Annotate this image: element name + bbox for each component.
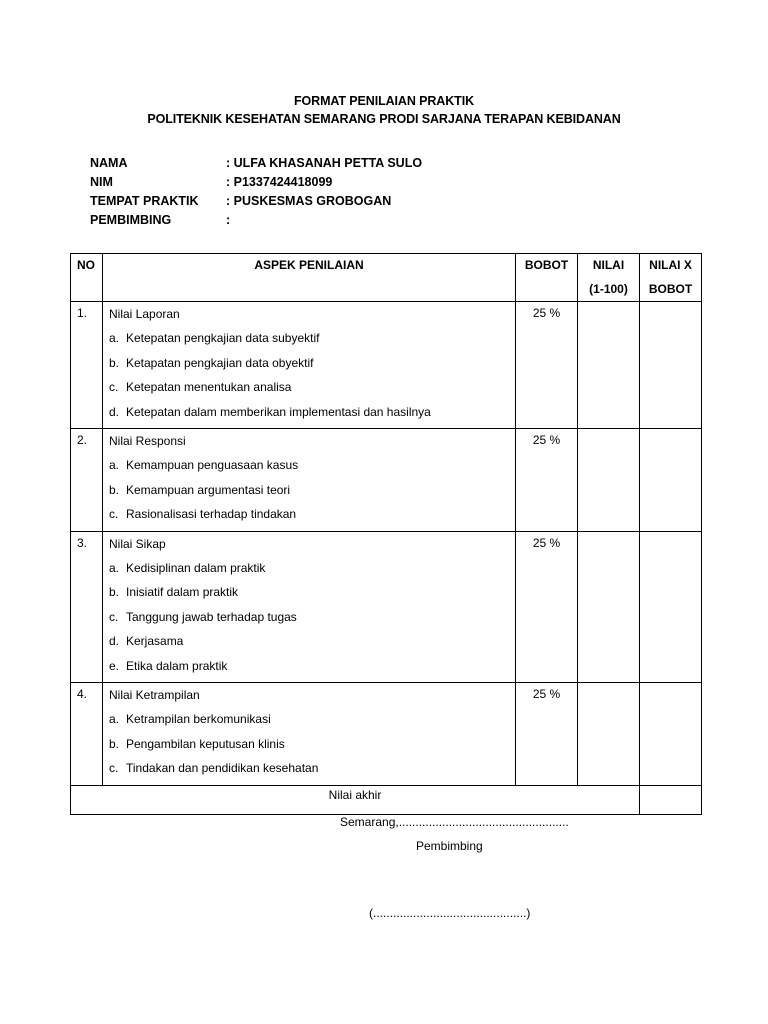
bobot-cell: 25 % — [516, 683, 578, 786]
list-item: c. Tanggung jawab terhadap tugas — [109, 609, 297, 624]
bobot-cell: 25 % — [516, 531, 578, 683]
form-title: FORMAT PENILAIAN PRAKTIK — [294, 94, 474, 108]
section-title: Nilai Laporan — [109, 307, 180, 321]
list-item: b. Pengambilan keputusan klinis — [109, 736, 285, 751]
header-nilai — [578, 254, 640, 302]
nilai-x-bobot-cell[interactable] — [640, 531, 702, 683]
identity-value: : — [226, 213, 231, 227]
list-item: a. Kedisiplinan dalam praktik — [109, 560, 266, 575]
row-number: 3. — [71, 531, 103, 683]
list-item: e. Etika dalam praktik — [109, 658, 228, 673]
list-item: d. Ketepatan dalam memberikan implementasi dan hasilnya — [109, 404, 431, 419]
aspek-cell — [103, 683, 516, 786]
nilai-x-bobot-cell[interactable] — [640, 302, 702, 429]
signature-place-date: Semarang,................................................... — [340, 815, 569, 829]
identity-label: NIM — [90, 175, 113, 189]
identity-value: : PUSKESMAS GROBOGAN — [226, 194, 392, 208]
nilai-cell[interactable] — [578, 683, 640, 786]
bobot-cell: 25 % — [516, 302, 578, 429]
final-score-row — [71, 785, 702, 814]
row-number: 2. — [71, 429, 103, 532]
bobot-cell: 25 % — [516, 429, 578, 532]
header-nilaixbobot-line2: BOBOT — [648, 282, 693, 296]
section-title: Nilai Responsi — [109, 434, 186, 448]
nilai-cell[interactable] — [578, 429, 640, 532]
section-title: Nilai Ketrampilan — [109, 688, 200, 702]
list-item: a. Ketepatan pengkajian data subyektif — [109, 331, 320, 345]
final-score-label: Nilai akhir — [71, 785, 640, 814]
identity-label: NAMA — [90, 156, 128, 170]
header-nilai-x-bobot — [640, 254, 702, 302]
list-item: d. Kerjasama — [109, 634, 184, 648]
aspek-cell — [103, 531, 516, 683]
header-aspek: ASPEK PENILAIAN — [103, 254, 516, 302]
header-nilai-line1: NILAI — [592, 258, 625, 272]
signature-name-blank: (..............................................) — [369, 906, 531, 920]
section-title: Nilai Sikap — [109, 536, 166, 551]
row-number: 4. — [71, 683, 103, 786]
list-item: a. Kemampuan penguasaan kasus — [109, 458, 299, 472]
identity-value: : ULFA KHASANAH PETTA SULO — [226, 156, 423, 170]
identity-label: PEMBIMBING — [90, 213, 172, 227]
table-row — [71, 531, 702, 683]
list-item: c. Tindakan dan pendidikan kesehatan — [109, 761, 319, 775]
identity-label: TEMPAT PRAKTIK — [90, 194, 199, 208]
aspek-cell — [103, 302, 516, 429]
institution-title: POLITEKNIK KESEHATAN SEMARANG PRODI SARJANA TERAPAN KEBIDANAN — [147, 112, 621, 126]
list-item: b. Ketapatan pengkajian data obyektif — [109, 355, 314, 370]
nilai-cell[interactable] — [578, 302, 640, 429]
nilai-x-bobot-cell[interactable] — [640, 683, 702, 786]
identity-value: : P1337424418099 — [226, 175, 333, 189]
table-header-row — [71, 254, 702, 302]
list-item: c. Ketepatan menentukan analisa — [109, 380, 292, 394]
signature-role: Pembimbing — [416, 839, 483, 853]
header-no: NO — [71, 254, 103, 302]
table-row — [71, 683, 702, 786]
final-score-value-cell[interactable] — [640, 785, 702, 814]
list-item: b. Kemampuan argumentasi teori — [109, 482, 291, 497]
aspek-cell — [103, 429, 516, 532]
header-nilaixbobot-line1: NILAI X — [649, 258, 692, 272]
table-row — [71, 302, 702, 429]
list-item: b. Inisiatif dalam praktik — [109, 585, 239, 599]
table-row — [71, 429, 702, 532]
nilai-x-bobot-cell[interactable] — [640, 429, 702, 532]
list-item: a. Ketrampilan berkomunikasi — [109, 712, 271, 726]
header-nilai-line2: (1-100) — [589, 282, 628, 296]
list-item: c. Rasionalisasi terhadap tindakan — [109, 507, 297, 521]
assessment-table — [70, 253, 702, 815]
header-bobot: BOBOT — [516, 254, 578, 302]
row-number: 1. — [71, 302, 103, 429]
nilai-cell[interactable] — [578, 531, 640, 683]
